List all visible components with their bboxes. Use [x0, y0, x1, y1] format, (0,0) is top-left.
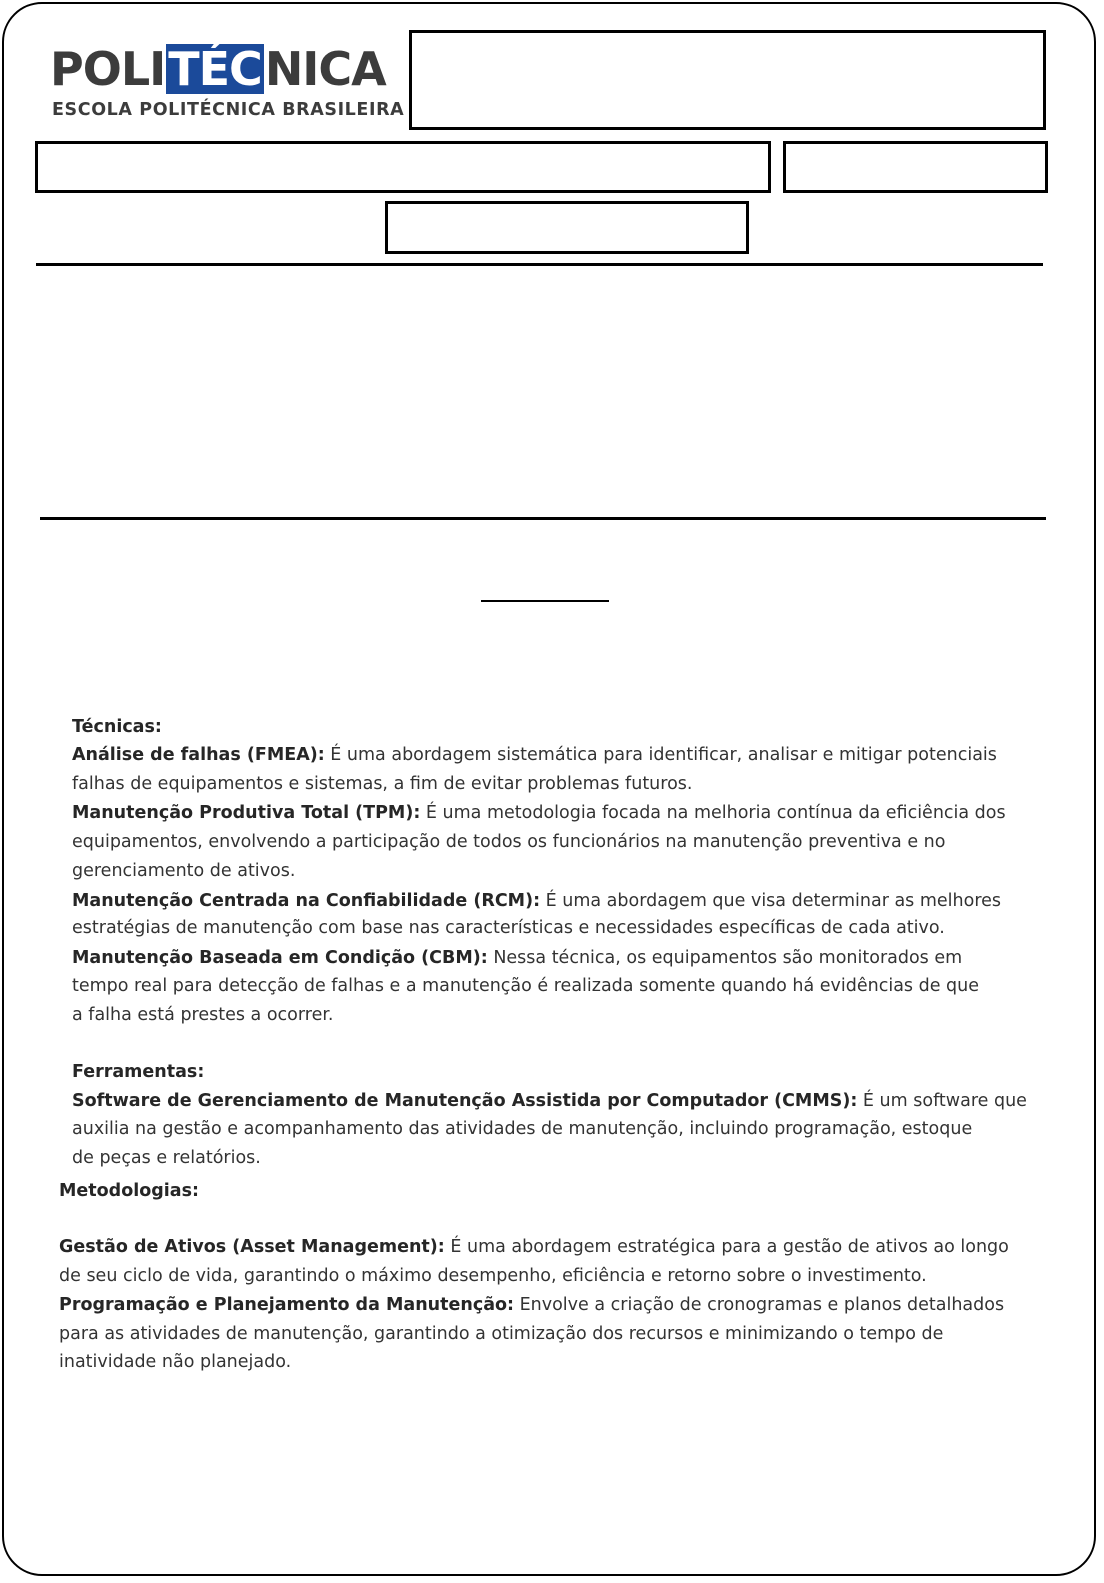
- cmms-term: Software de Gerenciamento de Manutenção Assistida por Computador (CMMS):: [72, 1091, 858, 1111]
- cbm-text-cont: tempo real para detecção de falhas e a manutenção é realizada somente quando há evidências de que: [72, 976, 980, 996]
- fmea-term: Análise de falhas (FMEA):: [72, 745, 325, 765]
- asset-text: É uma abordagem estratégica para a gestão de ativos ao longo: [444, 1237, 1009, 1257]
- fmea-text-cont: falhas de equipamentos e sistemas, a fim de evitar problemas futuros.: [72, 774, 693, 794]
- metodologias-heading: Metodologias:: [59, 1181, 199, 1201]
- rcm-term: Manutenção Centrada na Confiabilidade (RCM):: [72, 891, 541, 911]
- logo-part1: POLI: [50, 42, 166, 96]
- planning-text-cont: para as atividades de manutenção, garantindo a otimização dos recursos e minimizando o tempo de: [59, 1324, 944, 1344]
- ferramentas-heading: Ferramentas:: [72, 1062, 205, 1082]
- logo-subtitle: ESCOLA POLITÉCNICA BRASILEIRA: [52, 100, 405, 120]
- cmms-text: É um software que: [857, 1091, 1027, 1111]
- tpm-text-cont: equipamentos, envolvendo a participação de todos os funcionários na manutenção preventiva e no: [72, 832, 946, 852]
- tpm-item: [72, 802, 1006, 824]
- tecnicas-heading: Técnicas:: [72, 717, 162, 737]
- rcm-text-cont: estratégias de manutenção com base nas características e necessidades específicas de cada ativo.: [72, 918, 945, 938]
- header-divider-bottom: [40, 517, 1046, 520]
- tpm-term: Manutenção Produtiva Total (TPM):: [72, 803, 421, 823]
- cbm-item: [72, 947, 962, 969]
- registration-field[interactable]: [385, 201, 749, 254]
- planning-text-cont2: inatividade não planejado.: [59, 1352, 292, 1372]
- logo-wordmark: [50, 44, 386, 94]
- tpm-text-cont2: gerenciamento de ativos.: [72, 861, 296, 881]
- rcm-item: [72, 890, 1001, 912]
- school-logo: [50, 42, 405, 124]
- logo-part2: NICA: [264, 42, 386, 96]
- fmea-item: [72, 744, 997, 766]
- asset-item: [59, 1236, 1009, 1258]
- asset-term: Gestão de Ativos (Asset Management):: [59, 1237, 445, 1257]
- course-field[interactable]: [409, 30, 1046, 130]
- fmea-text: É uma abordagem sistemática para identificar, analisar e mitigar potenciais: [324, 745, 997, 765]
- planning-term: Programação e Planejamento da Manutenção:: [59, 1295, 515, 1315]
- logo-accent: TÉC: [168, 42, 262, 96]
- date-field[interactable]: [783, 141, 1048, 193]
- cmms-item: [72, 1090, 1027, 1112]
- planning-item: [59, 1294, 1004, 1316]
- asset-text-cont: de seu ciclo de vida, garantindo o máximo desempenho, eficiência e retorno sobre o investimento.: [59, 1266, 927, 1286]
- planning-text: Envolve a criação de cronogramas e planos detalhados: [514, 1295, 1005, 1315]
- title-underline: [481, 600, 609, 602]
- cbm-text-cont2: a falha está prestes a ocorrer.: [72, 1005, 334, 1025]
- student-name-field[interactable]: [35, 141, 771, 193]
- tpm-text: É uma metodologia focada na melhoria contínua da eficiência dos: [420, 803, 1006, 823]
- rcm-text: É uma abordagem que visa determinar as melhores: [540, 891, 1002, 911]
- cbm-term: Manutenção Baseada em Condição (CBM):: [72, 948, 488, 968]
- cmms-text-cont2: de peças e relatórios.: [72, 1148, 261, 1168]
- cbm-text: Nessa técnica, os equipamentos são monitorados em: [487, 948, 963, 968]
- cmms-text-cont: auxilia na gestão e acompanhamento das atividades de manutenção, incluindo programação, estoque: [72, 1119, 973, 1139]
- header-divider-top: [36, 263, 1043, 266]
